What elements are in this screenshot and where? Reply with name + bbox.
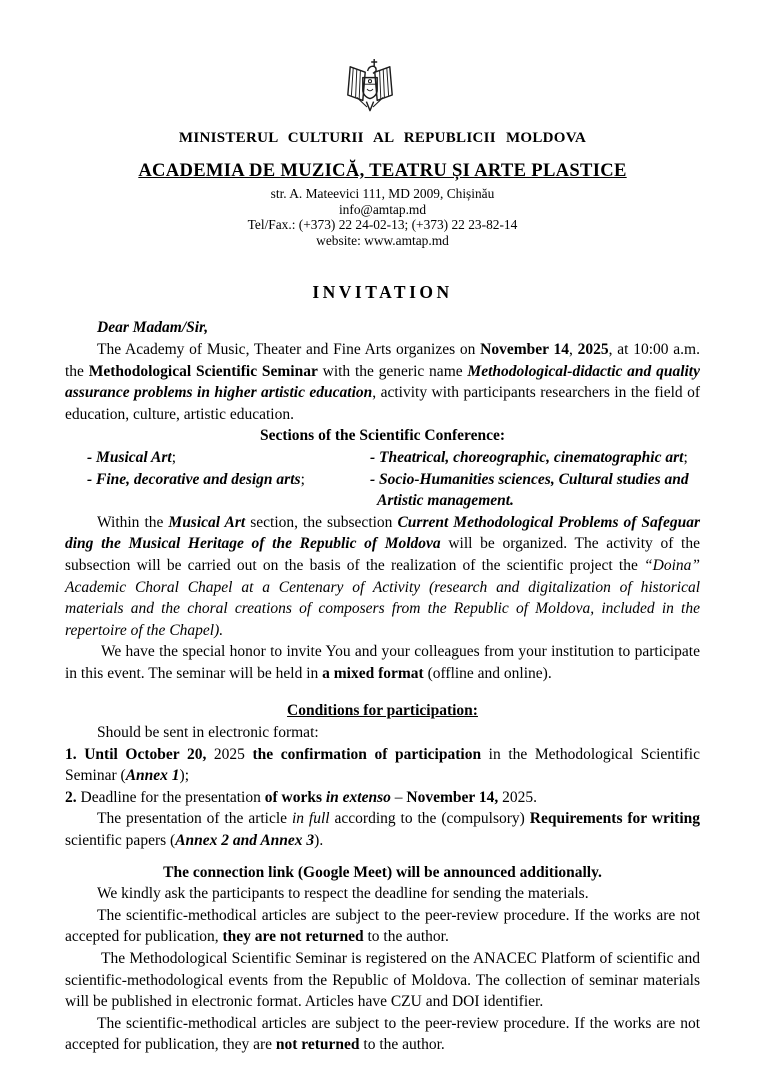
peer-review-paragraph-2: The scientific-methodical articles are subject to the peer-review procedure. If the works are not accepted for publication, they are not returned to the author. [65, 1014, 700, 1054]
conditions-heading: Conditions for participation: [287, 702, 478, 720]
peer-review-paragraph-1: The scientific-methodical articles are subject to the peer-review procedure. If the works are not accepted for publication, they are not returned to the author. [65, 906, 700, 946]
salutation: Dear Madam/Sir, [97, 319, 209, 337]
presentation-paragraph: The presentation of the article in full according to the (compulsory) Requirements for writing scientific papers (Annex 2 and Annex 3). [65, 810, 701, 850]
street-address: str. A. Mateevici 111, MD 2009, Chișinău [270, 186, 495, 201]
section-item-socio-humanities-cont: Artistic management. [377, 492, 514, 510]
intro-paragraph: The Academy of Music, Theater and Fine Arts organizes on November 14, 2025, at 10:00 a.m. the Methodological Scientific Seminar with the generic name Methodological-didactic and quality assurance problems in higher artistic education, activity with participants researchers in the field of education, culture, artistic education. [65, 340, 700, 423]
section-item-fine-arts: - Fine, decorative and design arts; [87, 470, 305, 488]
condition-item-2: 2. Deadline for the presentation of works in extenso – November 14, 2025. [65, 788, 537, 806]
section-item-socio-humanities: - Socio-Humanities sciences, Cultural studies and [370, 470, 689, 488]
moldova-coat-of-arms-icon [340, 57, 400, 121]
sections-heading: Sections of the Scientific Conference: [259, 427, 506, 445]
invitation-paragraph: We have the special honor to invite You and your colleagues from your institution to participate in this event. The seminar will be held in a mixed format (offline and online). [65, 643, 700, 682]
connection-link-note: The connection link (Google Meet) will be announced additionally. [163, 863, 602, 881]
conditions-intro: Should be sent in electronic format: [97, 724, 319, 742]
deadline-request-note: We kindly ask the participants to respect the deadline for sending the materials. [97, 885, 589, 903]
email-address: info@amtap.md [338, 201, 427, 217]
document-body [65, 317, 700, 1056]
contact-block [65, 186, 700, 248]
section-item-musical-art: - Musical Art; [87, 448, 177, 466]
ministry-name: MINISTERUL CULTURII AL REPUBLICII MOLDOVA [178, 130, 587, 146]
sections-column-left [65, 447, 370, 512]
academy-name: ACADEMIA DE MUZICĂ, TEATRU ȘI ARTE PLASTICE [138, 160, 627, 181]
section-item-theatrical: - Theatrical, choreographic, cinematographic art; [370, 448, 688, 466]
sections-column-right [370, 447, 700, 512]
sections-list [65, 447, 700, 512]
anacec-paragraph: The Methodological Scientific Seminar is registered on the ANACEC Platform of scientific and scientific-methodological events from the Republic of Moldova. The collection of seminar materials will be published in electronic format. Articles have CZU and DOI identifier. [65, 950, 700, 1011]
phone-fax: Tel/Fax.: (+373) 22 24-02-13; (+373) 22 23-82-14 [247, 217, 518, 233]
document-title: INVITATION [312, 282, 453, 303]
subsection-paragraph: Within the Musical Art section, the subsection Current Methodological Problems of Safeguar ding the Musical Heritage of the Republic of Moldova will be organized. The activity of the subsection will be carried out on the basis of the realization of the scientific project the “Doina” Academic Choral Chapel at a Centenary of Activity (research and digitalization of historical materials and the choral creations of composers from the Republic of Moldova, included in the repertoire of the Chapel). [65, 513, 700, 639]
condition-item-1: 1. Until October 20, 2025 the confirmation of participation in the Methodological Scientific Seminar (Annex 1); [65, 745, 700, 785]
website-address: website: www.amtap.md [316, 232, 449, 248]
